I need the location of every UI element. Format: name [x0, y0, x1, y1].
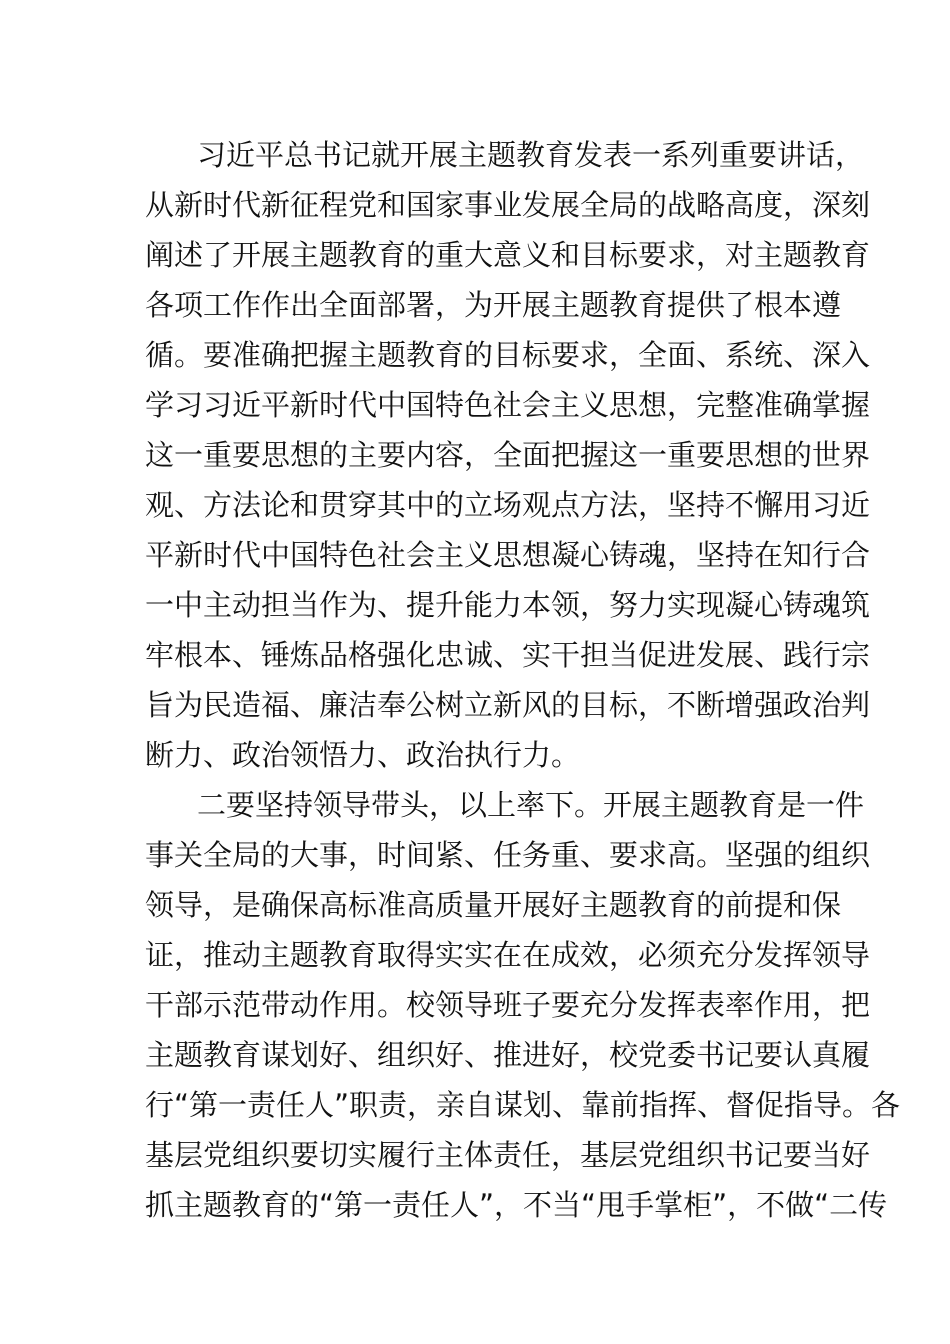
text-line: 行“第一责任人”职责，亲自谋划、靠前指挥、督促指导。各	[145, 1088, 901, 1122]
text-line: 二要坚持领导带头，以上率下。开展主题教育是一件	[197, 788, 865, 822]
text-line: 一中主动担当作为、提升能力本领，努力实现凝心铸魂筑	[145, 588, 871, 622]
text-line: 观、方法论和贯穿其中的立场观点方法，坚持不懈用习近	[145, 488, 871, 522]
text-line: 基层党组织要切实履行主体责任，基层党组织书记要当好	[145, 1138, 871, 1172]
text-line: 这一重要思想的主要内容，全面把握这一重要思想的世界	[145, 438, 871, 472]
text-line: 干部示范带动作用。校领导班子要充分发挥表率作用，把	[145, 988, 871, 1022]
text-line: 证，推动主题教育取得实实在在成效，必须充分发挥领导	[145, 938, 871, 972]
text-line: 领导，是确保高标准高质量开展好主题教育的前提和保	[145, 888, 842, 922]
text-line: 牢根本、锤炼品格强化忠诚、实干担当促进发展、践行宗	[145, 638, 871, 672]
text-line: 循。要准确把握主题教育的目标要求，全面、系统、深入	[145, 338, 871, 372]
paragraph-2	[145, 780, 901, 1230]
text-line: 学习习近平新时代中国特色社会主义思想，完整准确掌握	[145, 388, 871, 422]
text-line: 阐述了开展主题教育的重大意义和目标要求，对主题教育	[145, 238, 871, 272]
paragraph-1	[145, 130, 871, 780]
text-line: 抓主题教育的“第一责任人”，不当“甩手掌柜”，不做“二传	[145, 1188, 888, 1222]
text-line: 各项工作作出全面部署，为开展主题教育提供了根本遵	[145, 288, 842, 322]
text-line: 从新时代新征程党和国家事业发展全局的战略高度，深刻	[145, 188, 871, 222]
text-line: 断力、政治领悟力、政治执行力。	[145, 738, 581, 772]
text-line: 主题教育谋划好、组织好、推进好，校党委书记要认真履	[145, 1038, 871, 1072]
text-line: 旨为民造福、廉洁奉公树立新风的目标，不断增强政治判	[145, 688, 871, 722]
text-line: 事关全局的大事，时间紧、任务重、要求高。坚强的组织	[145, 838, 871, 872]
document-body	[145, 130, 901, 1230]
text-line: 平新时代中国特色社会主义思想凝心铸魂，坚持在知行合	[145, 538, 871, 572]
text-line: 习近平总书记就开展主题教育发表一系列重要讲话，	[197, 138, 865, 172]
